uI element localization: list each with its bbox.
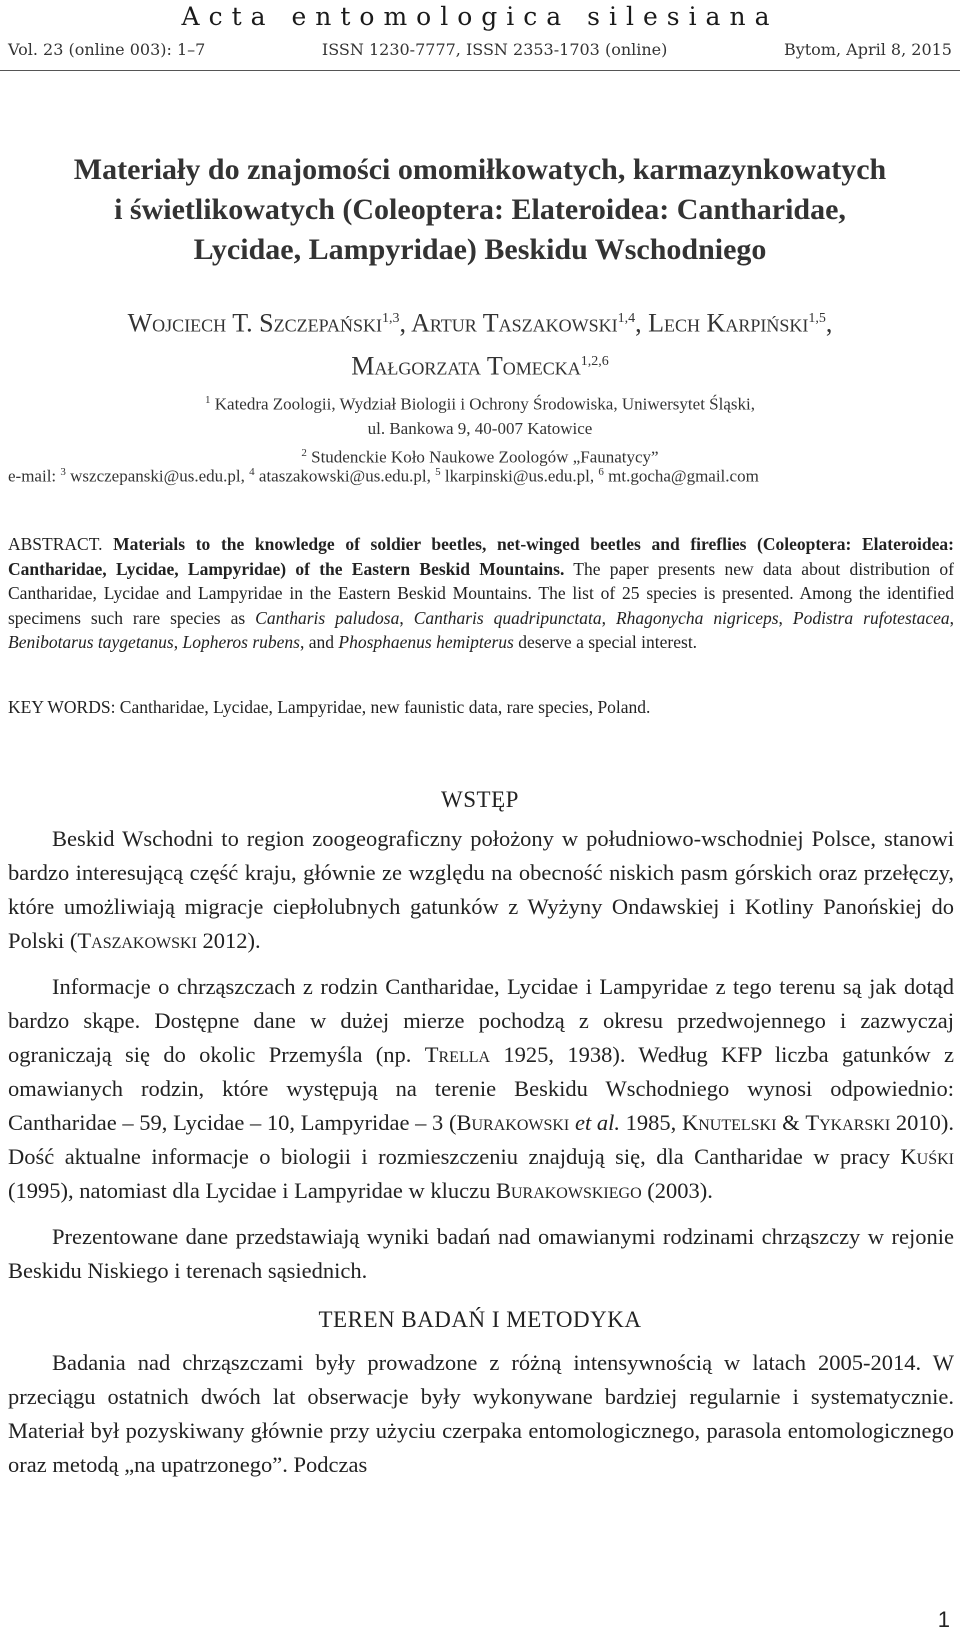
email-sup: 3	[60, 466, 66, 478]
affiliation-2: Studenckie Koło Naukowe Zoologów „Faunatycy”	[311, 447, 659, 467]
email-link[interactable]: mt.gocha@gmail.com	[608, 466, 759, 486]
issn-info: ISSN 1230-7777, ISSN 2353-1703 (online)	[321, 40, 668, 59]
citation: Taszakowski	[77, 928, 197, 953]
species-name: Cantharis paludosa	[255, 607, 400, 628]
species-name: Benibotarus taygetanus	[8, 632, 174, 652]
author-sup: 1,3	[381, 311, 400, 326]
section-heading-methods: TEREN BADAŃ I METODYKA	[318, 1307, 642, 1332]
author-list: Wojciech T. Szczepański$^{1,3}$, Artur Taszakowski$^{1,4}$, Lech Karpiński$^{1,5}$, Małgorzata Tomecka$^{1,2,6}$	[127, 308, 833, 381]
abstract-title: Materials to the knowledge of soldier beetles, net-winged beetles and fireflies (Coleoptera: Elateroidea: Cantharidae, Lycidae, Lampyridae) of the Eastern Beskid Mountains.	[8, 534, 954, 579]
species-name: Podistra rufotestacea	[792, 607, 950, 628]
abstract-label: ABSTRACT.	[8, 534, 103, 554]
email-link[interactable]: wszczepanski@us.edu.pl,	[70, 466, 245, 486]
title-line-1: Materiały do znajomości omomiłkowatych, karmazynkowatych	[73, 153, 887, 186]
text-run: 2012).	[196, 928, 261, 953]
citation: Knutelski	[681, 1110, 777, 1135]
author-name: Lech Karpiński	[648, 308, 809, 338]
affiliations	[0, 388, 960, 469]
affiliation-1: Katedra Zoologii, Wydział Biologii i Ochrony Środowiska, Uniwersytet Śląski,	[214, 394, 755, 414]
text-run: (1995), natomiast dla Lycidae i Lampyridae w kluczu	[8, 1178, 496, 1203]
species-name: Cantharis quadripunctata	[413, 607, 602, 628]
citation: Trella	[424, 1042, 491, 1067]
title-line-3: Lycidae, Lampyridae) Beskidu Wschodniego	[193, 233, 767, 266]
email-sup: 6	[598, 466, 604, 478]
intro-paragraph-1	[8, 822, 954, 958]
author-sup: 1,4	[617, 311, 636, 326]
author-sup: 1,5	[808, 311, 826, 326]
affil-sup: 2	[301, 446, 307, 459]
methods-paragraph-1: Badania nad chrząszczami były prowadzone z różną intensywnością w latach 2005-2014. W przeciągu ostatnich dwóch lat obserwacje były wykonywane bardziej regularnie i systematycznie. Materiał był pozyskiwany głównie przy użyciu czerpaka entomologicznego, parasola entomologicznego oraz metodą „na upatrzonego”. Podczas	[8, 1350, 954, 1477]
volume-info: Vol. 23 (online 003): 1–7	[8, 40, 206, 59]
abstract-and: and	[308, 632, 335, 652]
header-rule	[0, 70, 960, 71]
email-sup: 4	[249, 466, 255, 478]
author-name: Małgorzata Tomecka	[351, 351, 581, 381]
text-run: 1925, 1938). Według KFP liczba gatunków z omawianych rodzin, które występują na terenie Beskidu Wschodniego wynosi odpowiednio: Cantharidae – 59, Lycidae – 10, Lampyridae – 3 (	[8, 1042, 954, 1135]
email-sup: 5	[435, 466, 441, 478]
text-run: Beskid Wschodni to region zoogeograficzny położony w południowo-wschodniej Polsce, stanowi bardzo interesującą część kraju, głównie ze względu na obecność niskich pasm górskich oraz przełęczy, które umożliwiają migracje ciepłolubnych gatunków z Wyżyny Ondawskiej i Kotliny Panońskiej do Polski (	[8, 826, 954, 953]
place-date: Bytom, April 8, 2015	[783, 40, 952, 59]
email-label: e-mail:	[8, 466, 57, 486]
citation: Kuśki	[900, 1144, 954, 1169]
text-run: 1985,	[620, 1110, 682, 1135]
abstract-text: The paper presents new data about distribution of Cantharidae, Lycidae and Lampyridae in the Eastern Beskid Mountains. The list of 25 species is presented. Among the identified specimens such rare species as	[8, 558, 954, 628]
intro-body	[8, 822, 954, 1300]
title-line-2: i świetlikowatych (Coleoptera: Elateroidea: Cantharidae,	[114, 193, 846, 226]
citation: Tykarski	[805, 1110, 891, 1135]
journal-name: Acta entomologica silesiana	[181, 2, 779, 31]
species-name: Lopheros rubens	[182, 632, 300, 652]
et-al: et al.	[574, 1110, 620, 1135]
abstract: ABSTRACT. Materials to the knowledge of soldier beetles, net-winged beetles and fireflies (Coleoptera: Elateroidea: Cantharidae, Lycidae, Lampyridae) of the Eastern Beskid Mountains. The paper presents new data about distribution of Cantharidae, Lycidae and Lampyridae in the Eastern Beskid Mountains. The list of 25 species is presented. Among the identified specimens such rare species as Cantharis paludosa, Cantharis quadripunctata, Rhagonycha nigriceps, Podistra rufotestacea, Benibotarus taygetanus, Lopheros rubens, and Phosphaenus hemipterus deserve a special interest.	[8, 534, 955, 652]
text-run: Informacje o chrząszczach z rodzin Cantharidae, Lycidae i Lampyridae z tego terenu są jak dotąd bardzo skąpe. Dostępne dane w dużej mierze pochodzą z okresu przedwojennego i zazwyczaj ograniczają się do okolic Przemyśla (np.	[8, 974, 954, 1067]
page-number: 1	[937, 1607, 950, 1632]
email-link[interactable]: ataszakowski@us.edu.pl,	[258, 466, 431, 486]
citation: Burakowski	[456, 1110, 570, 1135]
text-run: &	[776, 1110, 806, 1135]
author-name: Artur Taszakowski	[411, 308, 618, 338]
text-run: 2010). Dość aktualne informacje o biologii i rozmieszczeniu znajdują się, dla Cantharidae w pracy	[8, 1110, 955, 1169]
citation: Burakowskiego	[495, 1178, 642, 1203]
email-line	[8, 466, 953, 487]
intro-paragraph-2	[8, 970, 954, 1208]
affil-sup: 1	[205, 394, 211, 406]
paper-title	[0, 150, 960, 270]
section-heading-intro: WSTĘP	[441, 787, 519, 812]
abstract-text-end: deserve a special interest.	[518, 632, 698, 652]
species-name: Rhagonycha nigriceps	[615, 607, 779, 628]
text-run: (2003).	[641, 1178, 713, 1203]
author-name: Wojciech T. Szczepański	[127, 308, 382, 338]
keywords: KEY WORDS: Cantharidae, Lycidae, Lampyridae, new faunistic data, rare species, Poland.	[8, 697, 651, 717]
email-link[interactable]: lkarpinski@us.edu.pl,	[444, 466, 595, 486]
journal-info-line	[8, 40, 952, 59]
methods-body	[8, 1346, 954, 1494]
intro-paragraph-3: Prezentowane dane przedstawiają wyniki badań nad omawianymi rodzinami chrząszczy w rejonie Beskidu Niskiego i terenach sąsiednich.	[8, 1224, 954, 1283]
affiliation-1-address: ul. Bankowa 9, 40-007 Katowice	[367, 418, 593, 438]
species-name: Phosphaenus hemipterus	[338, 632, 514, 652]
author-sup: 1,2,6	[580, 353, 609, 369]
